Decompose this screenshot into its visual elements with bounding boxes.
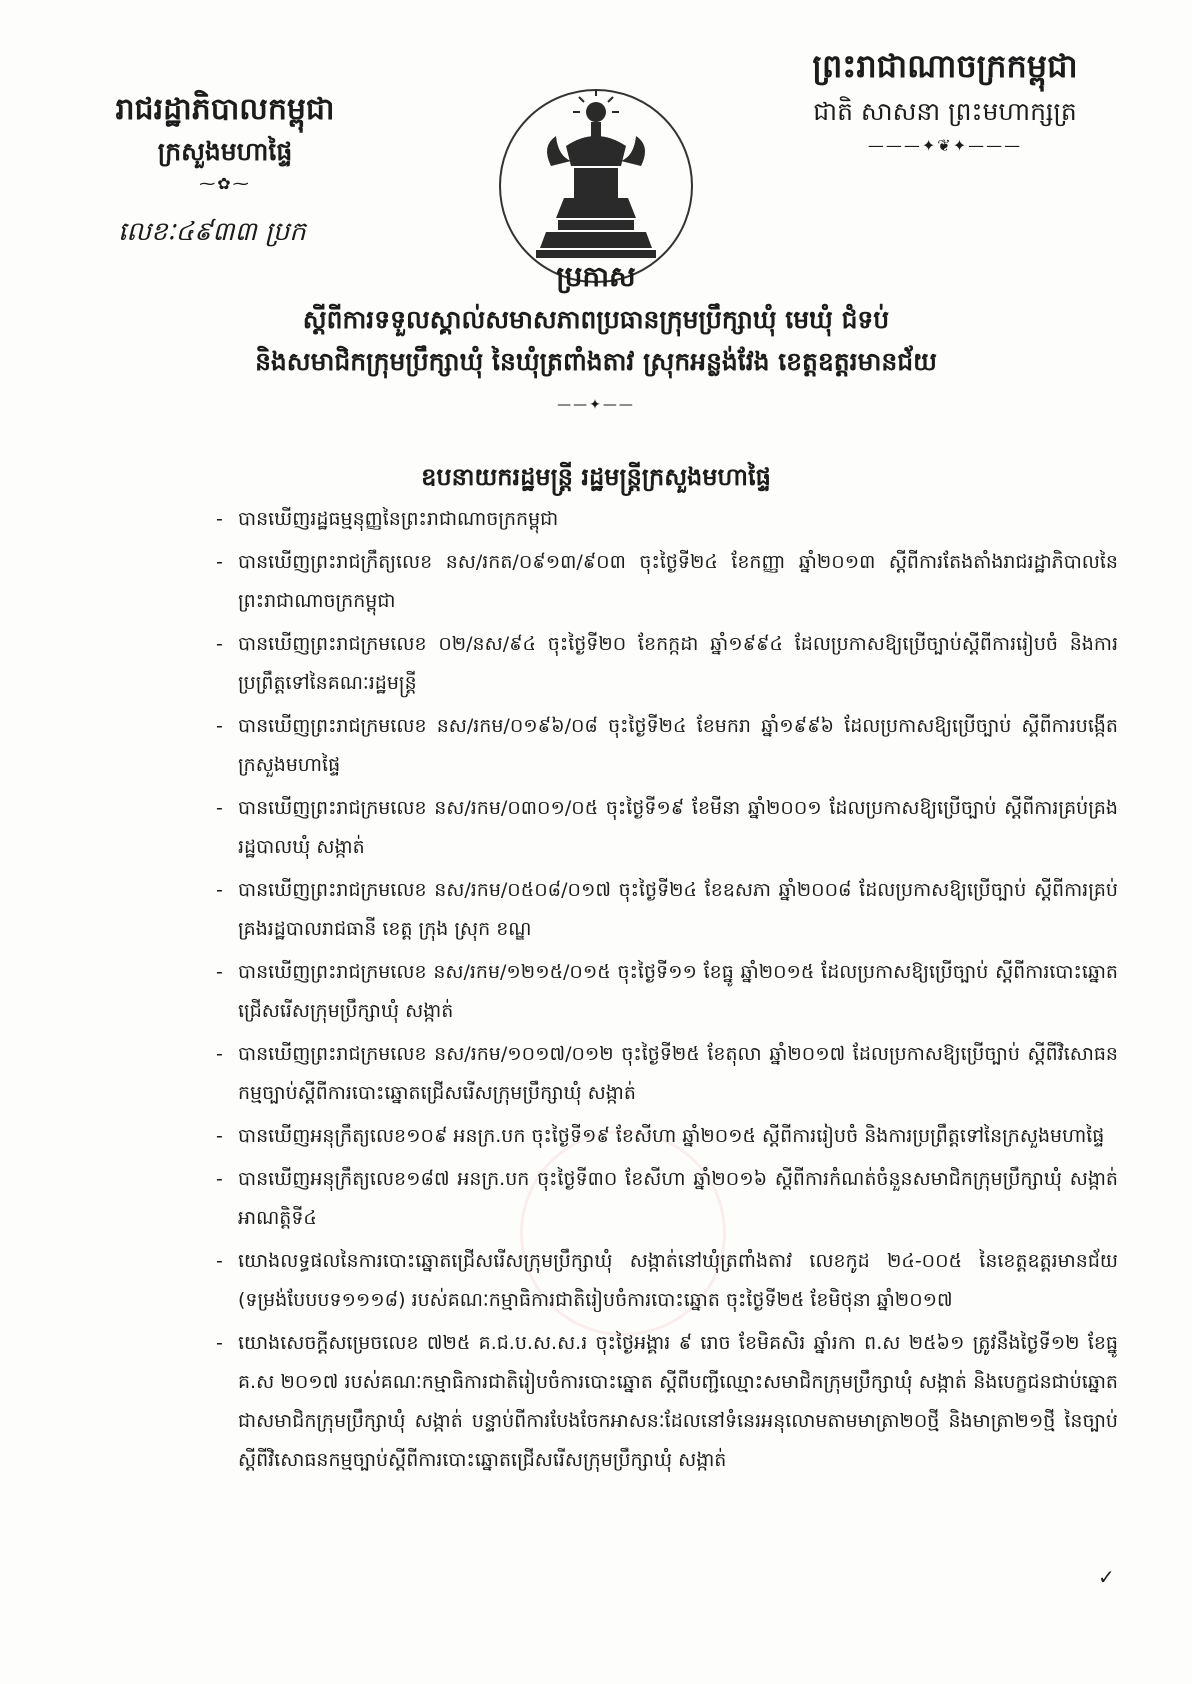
list-dash: -: [216, 1125, 223, 1147]
header-right: [760, 40, 1130, 158]
list-dash: -: [216, 1250, 223, 1272]
list-item: [216, 500, 1118, 539]
document-type: ប្រកាស: [556, 260, 636, 293]
list-item: [216, 1035, 1118, 1113]
list-item: [216, 625, 1118, 703]
list-item-text: បានឃើញអនុក្រឹត្យលេខ១០៩ អនក្រ.បក ចុះថ្ងៃទី១៩ ខែសីហា ឆ្នាំ២០១៥ ស្ដីពីការរៀបចំ និងការប្រព្រឹត្តទៅនៃក្រសួងមហាផ្ទៃ: [238, 1125, 1105, 1147]
list-dash: -: [216, 715, 223, 737]
list-item-text: យោងសេចក្ដីសម្រេចលេខ ៧២៥ គ.ជ.ប.ស.ស.រ ចុះថ្ងៃអង្គារ ៩ រោច ខែមិគសិរ ឆ្នាំរកា ព.ស ២៥៦១ ត្រូវនឹងថ្ងៃទី១២ ខែធ្នូ គ.ស ២០១៧ របស់គណៈកម្មាធិការជាតិរៀបចំការបោះឆ្នោត ស្ដីពីបញ្ជីឈ្មោះសមាជិកក្រុមប្រឹក្សាឃុំ សង្កាត់ និងបេក្ខជនជាប់ឆ្នោតជាសមាជិកក្រុមប្រឹក្សាឃុំ សង្កាត់ បន្ទាប់ពីការបែងចែកអាសនៈដែលនៅទំនេរអនុលោមតាមមាត្រា២០ថ្មី និងមាត្រា២១ថ្មី នៃច្បាប់ ស្ដីពីវិសោធនកម្មច្បាប់ស្ដីពីការបោះឆ្នោតជ្រើសរើសក្រុមប្រឹក្សាឃុំ សង្កាត់: [238, 1332, 1118, 1471]
list-dash: -: [216, 1332, 223, 1354]
list-item: [216, 789, 1118, 867]
margin-check-mark: ✓: [1098, 1565, 1115, 1589]
list-dash: -: [216, 1043, 223, 1065]
list-dash: -: [216, 961, 223, 983]
list-dash: -: [216, 633, 223, 655]
ministry-name: ក្រសួងមហាផ្ទៃ: [157, 137, 293, 166]
subject-line-2: និងសមាជិកក្រុមប្រឹក្សាឃុំ នៃឃុំត្រពាំងតាវ ស្រុកអន្លង់វែង ខេត្តឧត្តរមានជ័យ: [255, 347, 937, 376]
issuing-authority: ឧបនាយករដ្ឋមន្ត្រី រដ្ឋមន្ត្រីក្រសួងមហាផ្ទៃ: [421, 463, 771, 491]
faint-stamp-mark: [520, 1130, 726, 1336]
list-dash: -: [216, 879, 223, 901]
subject-line-1: ស្ដីពីការទទួលស្គាល់សមាសភាពប្រធានក្រុមប្រឹក្សាឃុំ មេឃុំ ជំទប់: [302, 305, 890, 334]
government-name: រាជរដ្ឋាភិបាលកម្ពុជា: [115, 92, 335, 127]
list-dash: -: [216, 1168, 223, 1190]
right-ornament: ———✦❦✦———: [867, 136, 1023, 155]
kingdom-name: ព្រះរាជាណាចក្រកម្ពុជា: [812, 47, 1078, 85]
list-item-text: បានឃើញព្រះរាជក្រមលេខ នស/រកម/១២១៥/០១៥ ចុះថ្ងៃទី១១ ខែធ្នូ ឆ្នាំ២០១៥ ដែលប្រកាសឱ្យប្រើច្បាប់ ស្ដីពីការបោះឆ្នោតជ្រើសរើសក្រុមប្រឹក្សាឃុំ សង្កាត់: [238, 961, 1118, 1022]
list-item-text: បានឃើញព្រះរាជក្រមលេខ នស/រកម/១០១៧/០១២ ចុះថ្ងៃទី២៥ ខែតុលា ឆ្នាំ២០១៧ ដែលប្រកាសឱ្យប្រើច្បាប់ ស្ដីពីវិសោធនកម្មច្បាប់ស្ដីពីការបោះឆ្នោតជ្រើសរើសក្រុមប្រឹក្សាឃុំ សង្កាត់: [238, 1043, 1118, 1104]
list-item-text: បានឃើញរដ្ឋធម្មនុញ្ញនៃព្រះរាជាណាចក្រកម្ពុជា: [238, 508, 559, 530]
list-dash: -: [216, 797, 223, 819]
list-item-text: យោងលទ្ធផលនៃការបោះឆ្នោតជ្រើសរើសក្រុមប្រឹក្សាឃុំ សង្កាត់នៅឃុំត្រពាំងតាវ លេខកូដ ២៤-០០៥ នៃខេត្តឧត្តរមានជ័យ (ទម្រង់បែបបទ១១១៨) របស់គណៈកម្មាធិការជាតិរៀបចំការបោះឆ្នោត ចុះថ្ងៃទី២៥ ខែមិថុនា ឆ្នាំ២០១៧: [238, 1250, 1118, 1311]
list-item-text: បានឃើញព្រះរាជក្រឹត្យលេខ នស/រកត/០៩១៣/៩០៣ ចុះថ្ងៃទី២៤ ខែកញ្ញា ឆ្នាំ២០១៣ ស្ដីពីការតែងតាំងរាជរដ្ឋាភិបាលនៃព្រះរាជាណាចក្រកម្ពុជា: [238, 551, 1118, 612]
list-item-text: បានឃើញព្រះរាជក្រមលេខ នស/រកម/០១៩៦/០៨ ចុះថ្ងៃទី២៤ ខែមករា ឆ្នាំ១៩៩៦ ដែលប្រកាសឱ្យប្រើច្បាប់ ស្ដីពីការបង្កើតក្រសួងមហាផ្ទៃ: [238, 715, 1118, 776]
title-ornament: ——✦——: [557, 397, 635, 413]
list-item: [216, 871, 1118, 949]
reference-number: លេខៈ៤៩៣៣ ប្រក: [118, 217, 306, 247]
list-dash: -: [216, 508, 223, 530]
left-ornament: ⁓✿⁓: [199, 174, 251, 193]
list-item: [216, 1324, 1118, 1480]
list-item: [216, 953, 1118, 1031]
list-item-text: បានឃើញអនុក្រឹត្យលេខ១៨៧ អនក្រ.បក ចុះថ្ងៃទី៣០ ខែសីហា ឆ្នាំ២០១៦ ស្ដីពីការកំណត់ចំនួនសមាជិកក្រុមប្រឹក្សាឃុំ សង្កាត់អាណត្តិទី៤: [238, 1168, 1118, 1229]
list-dash: -: [216, 551, 223, 573]
list-item-text: បានឃើញព្រះរាជក្រមលេខ ០២/នស/៩៤ ចុះថ្ងៃទី២០ ខែកក្កដា ឆ្នាំ១៩៩៤ ដែលប្រកាសឱ្យប្រើច្បាប់ស្ដីពីការរៀបចំ និងការប្រព្រឹត្តទៅនៃគណៈរដ្ឋមន្ត្រី: [238, 633, 1118, 694]
legal-basis-list: [216, 500, 1118, 1484]
national-motto: ជាតិ សាសនា ព្រះមហាក្សត្រ: [813, 97, 1077, 126]
title-block: [150, 255, 1042, 413]
list-item-text: បានឃើញព្រះរាជក្រមលេខ នស/រកម/០៥០៨/០១៧ ចុះថ្ងៃទី២៤ ខែឧសភា ឆ្នាំ២០០៨ ដែលប្រកាសឱ្យប្រើច្បាប់ ស្ដីពីការគ្រប់គ្រងរដ្ឋបាលរាជធានី ខេត្ត ក្រុង ស្រុក ខណ្ឌ: [238, 879, 1118, 940]
list-item-text: បានឃើញព្រះរាជក្រមលេខ នស/រកម/០៣០១/០៥ ចុះថ្ងៃទី១៩ ខែមីនា ឆ្នាំ២០០១ ដែលប្រកាសឱ្យប្រើច្បាប់ ស្ដីពីការគ្រប់គ្រងរដ្ឋបាលឃុំ សង្កាត់: [238, 797, 1118, 858]
header-left: [95, 88, 355, 196]
list-item: [216, 543, 1118, 621]
list-item: [216, 707, 1118, 785]
